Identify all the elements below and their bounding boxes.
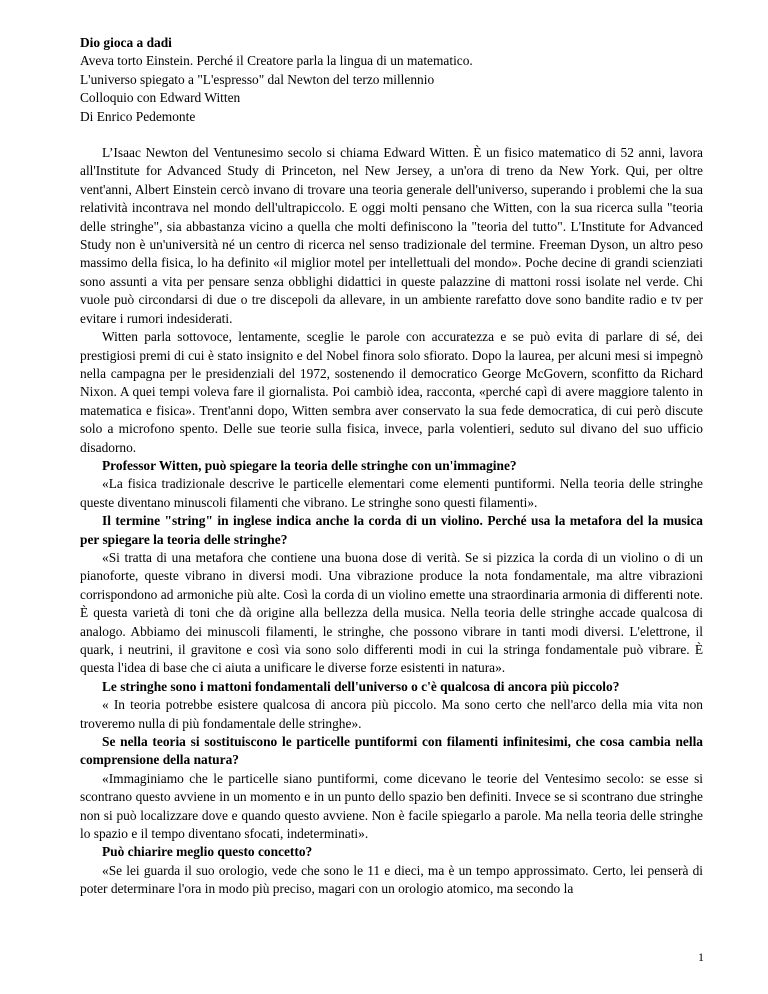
article-title: Dio gioca a dadi: [80, 35, 172, 50]
article-author: Di Enrico Pedemonte: [80, 108, 196, 124]
interview-answer: «Immaginiamo che le particelle siano puntiformi, come dicevano le teorie del Ventesimo secolo: se esse si scontrano questo avviene in un momento e in un punto dello spazio ben definiti. Invece se si scontrano due stringhe non si può localizzare dove e quando questo avviene. Non è facile spiegarlo a parole. Ma nella teoria delle stringhe lo spazio e il tempo diventano sfocati, indeterminati».: [80, 770, 703, 842]
document-page: [80, 34, 703, 899]
article-header: [80, 34, 703, 126]
article-subtitle: Aveva torto Einstein. Perché il Creatore parla la lingua di un matematico.: [80, 53, 473, 69]
header-spacer: [80, 126, 703, 144]
interview-question: Le stringhe sono i mattoni fondamentali dell'universo o c'è qualcosa di ancora più piccolo?: [102, 678, 620, 694]
interview-question: Se nella teoria si sostituiscono le particelle puntiformi con filamenti infinitesimi, che cosa cambia nella comprensione della natura?: [80, 734, 703, 768]
interview-answer: «La fisica tradizionale descrive le particelle elementari come elementi puntiformi. Nella teoria delle stringhe queste diventano minuscoli filamenti che vibrano. Le stringhe sono questi filamenti».: [80, 476, 703, 510]
interview-answer: «Se lei guarda il suo orologio, vede che sono le 11 e dieci, ma è un tempo approssimato. Certo, lei penserà di poter determinare l'ora in modo più preciso, magari con un orologio atomico, ma secondo la: [80, 862, 703, 897]
interview-answer: « In teoria potrebbe esistere qualcosa di ancora più piccolo. Ma sono certo che nell'arco della mia vita non troveremo nulla di più fondamentale delle stringhe».: [80, 697, 703, 731]
article-tagline: L'universo spiegato a "L'espresso" dal Newton del terzo millennio: [80, 71, 435, 87]
interview-question: Può chiarire meglio questo concetto?: [102, 844, 313, 860]
article-body: [80, 144, 703, 899]
interview-question: Il termine "string" in inglese indica anche la corda di un violino. Perché usa la metafora del la musica per spiegare la teoria delle stringhe?: [80, 513, 703, 547]
page-number: 1: [698, 950, 704, 964]
interview-answer: «Si tratta di una metafora che contiene una buona dose di verità. Se si pizzica la corda di un violino o di un pianoforte, queste vibrano in diversi modi. Una vibrazione produce la nota fondamentale, ma altre vibrazioni corrispondono ad armoniche più alte. Così la corda di un violino emette una straordinaria armonia di differenti note. È questa varietà di toni che dà origine alla bellezza della musica. Nella teoria delle stringhe accade qualcosa di analogo. Abbiamo dei minuscoli filamenti, le stringhe, che possono vibrare in tanti modi diversi. L'elettrone, il quark, i neutrini, il gravitone e così via sono solo differenti modi in cui la stringa fondamentale può vibrare. È questa l'idea di base che ci aiuta a unificare le diverse forze esistenti in natura».: [80, 549, 703, 676]
body-paragraph: Witten parla sottovoce, lentamente, sceglie le parole con accuratezza e se può evita di parlare di sé, dei prestigiosi premi di cui è stato insignito e del Nobel finora solo sfiorato. Dopo la laurea, per alcuni mesi si impegnò nella campagna per le presidenziali del 1972, sostenendo il democratico George McGovern, sconfitto da Richard Nixon. A quei tempi voleva fare il giornalista. Poi cambiò idea, racconta, «perché capì di avere maggiore talento in matematica e fisica». Trent'anni dopo, Witten sembra aver conservato la sua fede democratica, di cui però discute solo a microfono spento. Delle sue teorie sulla fisica, invece, parla volentieri, seduto sul divano del suo ufficio disadorno.: [80, 329, 703, 455]
interview-question: Professor Witten, può spiegare la teoria delle stringhe con un'immagine?: [102, 457, 517, 473]
body-paragraph: L’Isaac Newton del Ventunesimo secolo si chiama Edward Witten. È un fisico matematico di 52 anni, lavora all'Institute for Advanced Study di Princeton, nel New Jersey, a un'ora di treno da New York. Qui, per oltre vent'anni, Albert Einstein cercò invano di trovare una teoria generale dell'universo, superando i problemi che la sua relatività incontrava nel mondo dell'ultrapiccolo. E oggi molti pensano che Witten, con la sua ricerca sulla "teoria delle stringhe", sia abbastanza vicino a quella che molti definiscono la "teoria del tutto". L'Institute for Advanced Study non è un'università né un centro di ricerca nel senso tradizionale del termine. Freeman Dyson, un altro peso massimo della fisica, lo ha definito «il miglior motel per intellettuali del mondo». Poche decine di grandi scienziati sono assunti a vita per pensare senza obblighi didattici in queste palazzine di mattoni rossi isolate nel verde. Chi vuole può circondarsi di due o tre discepoli da allevare, in un ambiente rarefatto dove sono bandite radio e tv per evitare i rumori indesiderati.: [80, 145, 703, 326]
article-interview-label: Colloquio con Edward Witten: [80, 90, 241, 106]
